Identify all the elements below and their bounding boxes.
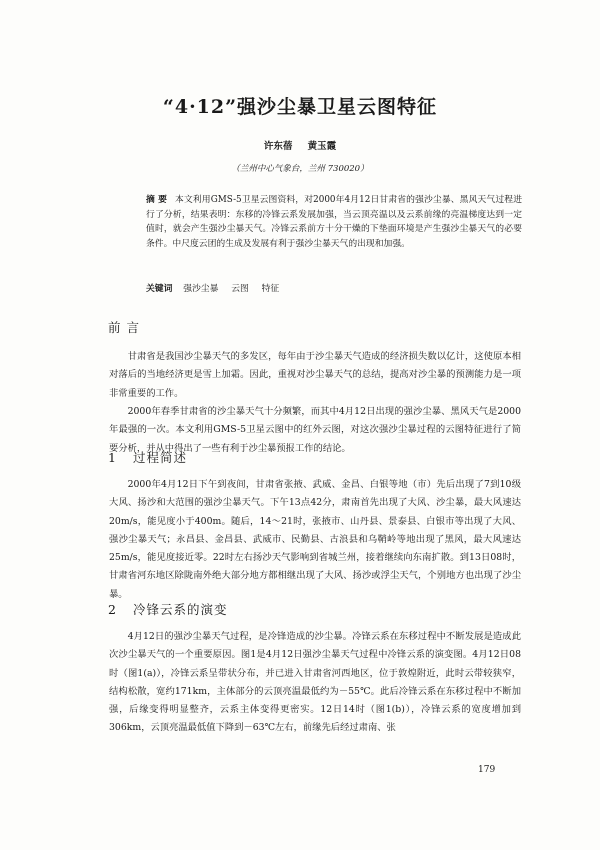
paragraph: 甘肃省是我国沙尘暴天气的多发区，每年由于沙尘暴天气造成的经济损失数以亿计，这使原本相对落后的当地经济更是雪上加霜。因此，重视对沙尘暴天气的总结，提高对沙尘暴的预测能力是一项非常重要的工作。: [109, 351, 521, 399]
keyword: 强沙尘暴: [183, 284, 219, 294]
page-number: 179: [478, 765, 496, 775]
paragraph: 2000年春季甘肃省的沙尘暴天气十分频繁，而其中4月12日出现的强沙尘暴、黑风天气是2000年最强的一次。本文利用GMS-5卫星云图中的红外云图，对这次强沙尘暴过程的云图特征进行了简要分析，并从中得出了一些有利于沙尘暴预报工作的结论。: [109, 406, 521, 454]
section-title: 冷锋云系的演变: [132, 602, 228, 617]
paragraph: 4月12日的强沙尘暴天气过程，是冷锋造成的沙尘暴。冷锋云系在东移过程中不断发展是造成此次沙尘暴天气的一个重要原因。图1是4月12日强沙尘暴天气过程中冷锋云系的演变图。4月12日08时（图1(a)），冷锋云系呈带状分布，并已进入甘肃省河西地区，位于敦煌附近，此时云带较狭窄，结构松散，宽约171km，主体部分的云顶亮温最低约为－55℃。此后冷锋云系在东移过程中不断加强，后缘变得明显整齐，云系主体变得更密实。12日14时（图1(b)），冷锋云系的宽度增加到306km，云顶亮温最低值下降到－63℃左右，前缘先后经过肃南、张: [109, 631, 521, 734]
abstract: [146, 193, 522, 251]
authors: 许东蓓 黄玉霞: [263, 141, 337, 152]
paper-title: “4·12”强沙尘暴卫星云图特征: [162, 96, 438, 118]
section-title: 过程简述: [132, 450, 187, 465]
section-number: 1: [108, 450, 117, 465]
keywords-label: 关键词: [146, 284, 173, 294]
section-heading-2: [108, 600, 227, 618]
keywords: [146, 281, 522, 294]
abstract-label: 摘 要: [146, 195, 168, 205]
keyword: 云图: [231, 284, 249, 294]
section-heading-introduction: 前 言: [108, 320, 140, 335]
paragraph: 2000年4月12日下午到夜间，甘肃省张掖、武威、金昌、白银等地（市）先后出现了7到10级大风、扬沙和大范围的强沙尘暴天气。下午13点42分，肃南首先出现了大风、沙尘暴，最大风速达20m/s，能见度小于400m。随后，14～21时，张掖市、山丹县、景泰县、白银市等出现了大风、强沙尘暴天气；永昌县、金昌县、武威市、民勤县、古浪县和乌鞘岭等地出现了黑风，最大风速达25m/s，能见度接近零。22时左右扬沙天气影响到省城兰州，接着继续向东南扩散。到13日08时，甘肃省河东地区除陇南外绝大部分地方都相继出现了大风、扬沙或浮尘天气，个别地方也出现了沙尘暴。: [109, 479, 521, 600]
keyword: 特征: [261, 284, 280, 294]
section-number: 2: [108, 602, 117, 617]
section-heading-1: [108, 448, 187, 466]
abstract-text: 本文利用GMS-5卫星云图资料，对2000年4月12日甘肃省的强沙尘暴、黑风天气过程进行了分析，结果表明：东移的冷锋云系发展加强，当云顶亮温以及云系前缘的亮温梯度达到一定值时，就会产生强沙尘暴天气。冷锋云系前方十分干燥的下垫面环境是产生强沙尘暴天气的必要条件。中尺度云团的生成及发展有利于强沙尘暴天气的出现和加强。: [146, 195, 522, 249]
affiliation: （兰州中心气象台，兰州 730020）: [231, 164, 369, 174]
